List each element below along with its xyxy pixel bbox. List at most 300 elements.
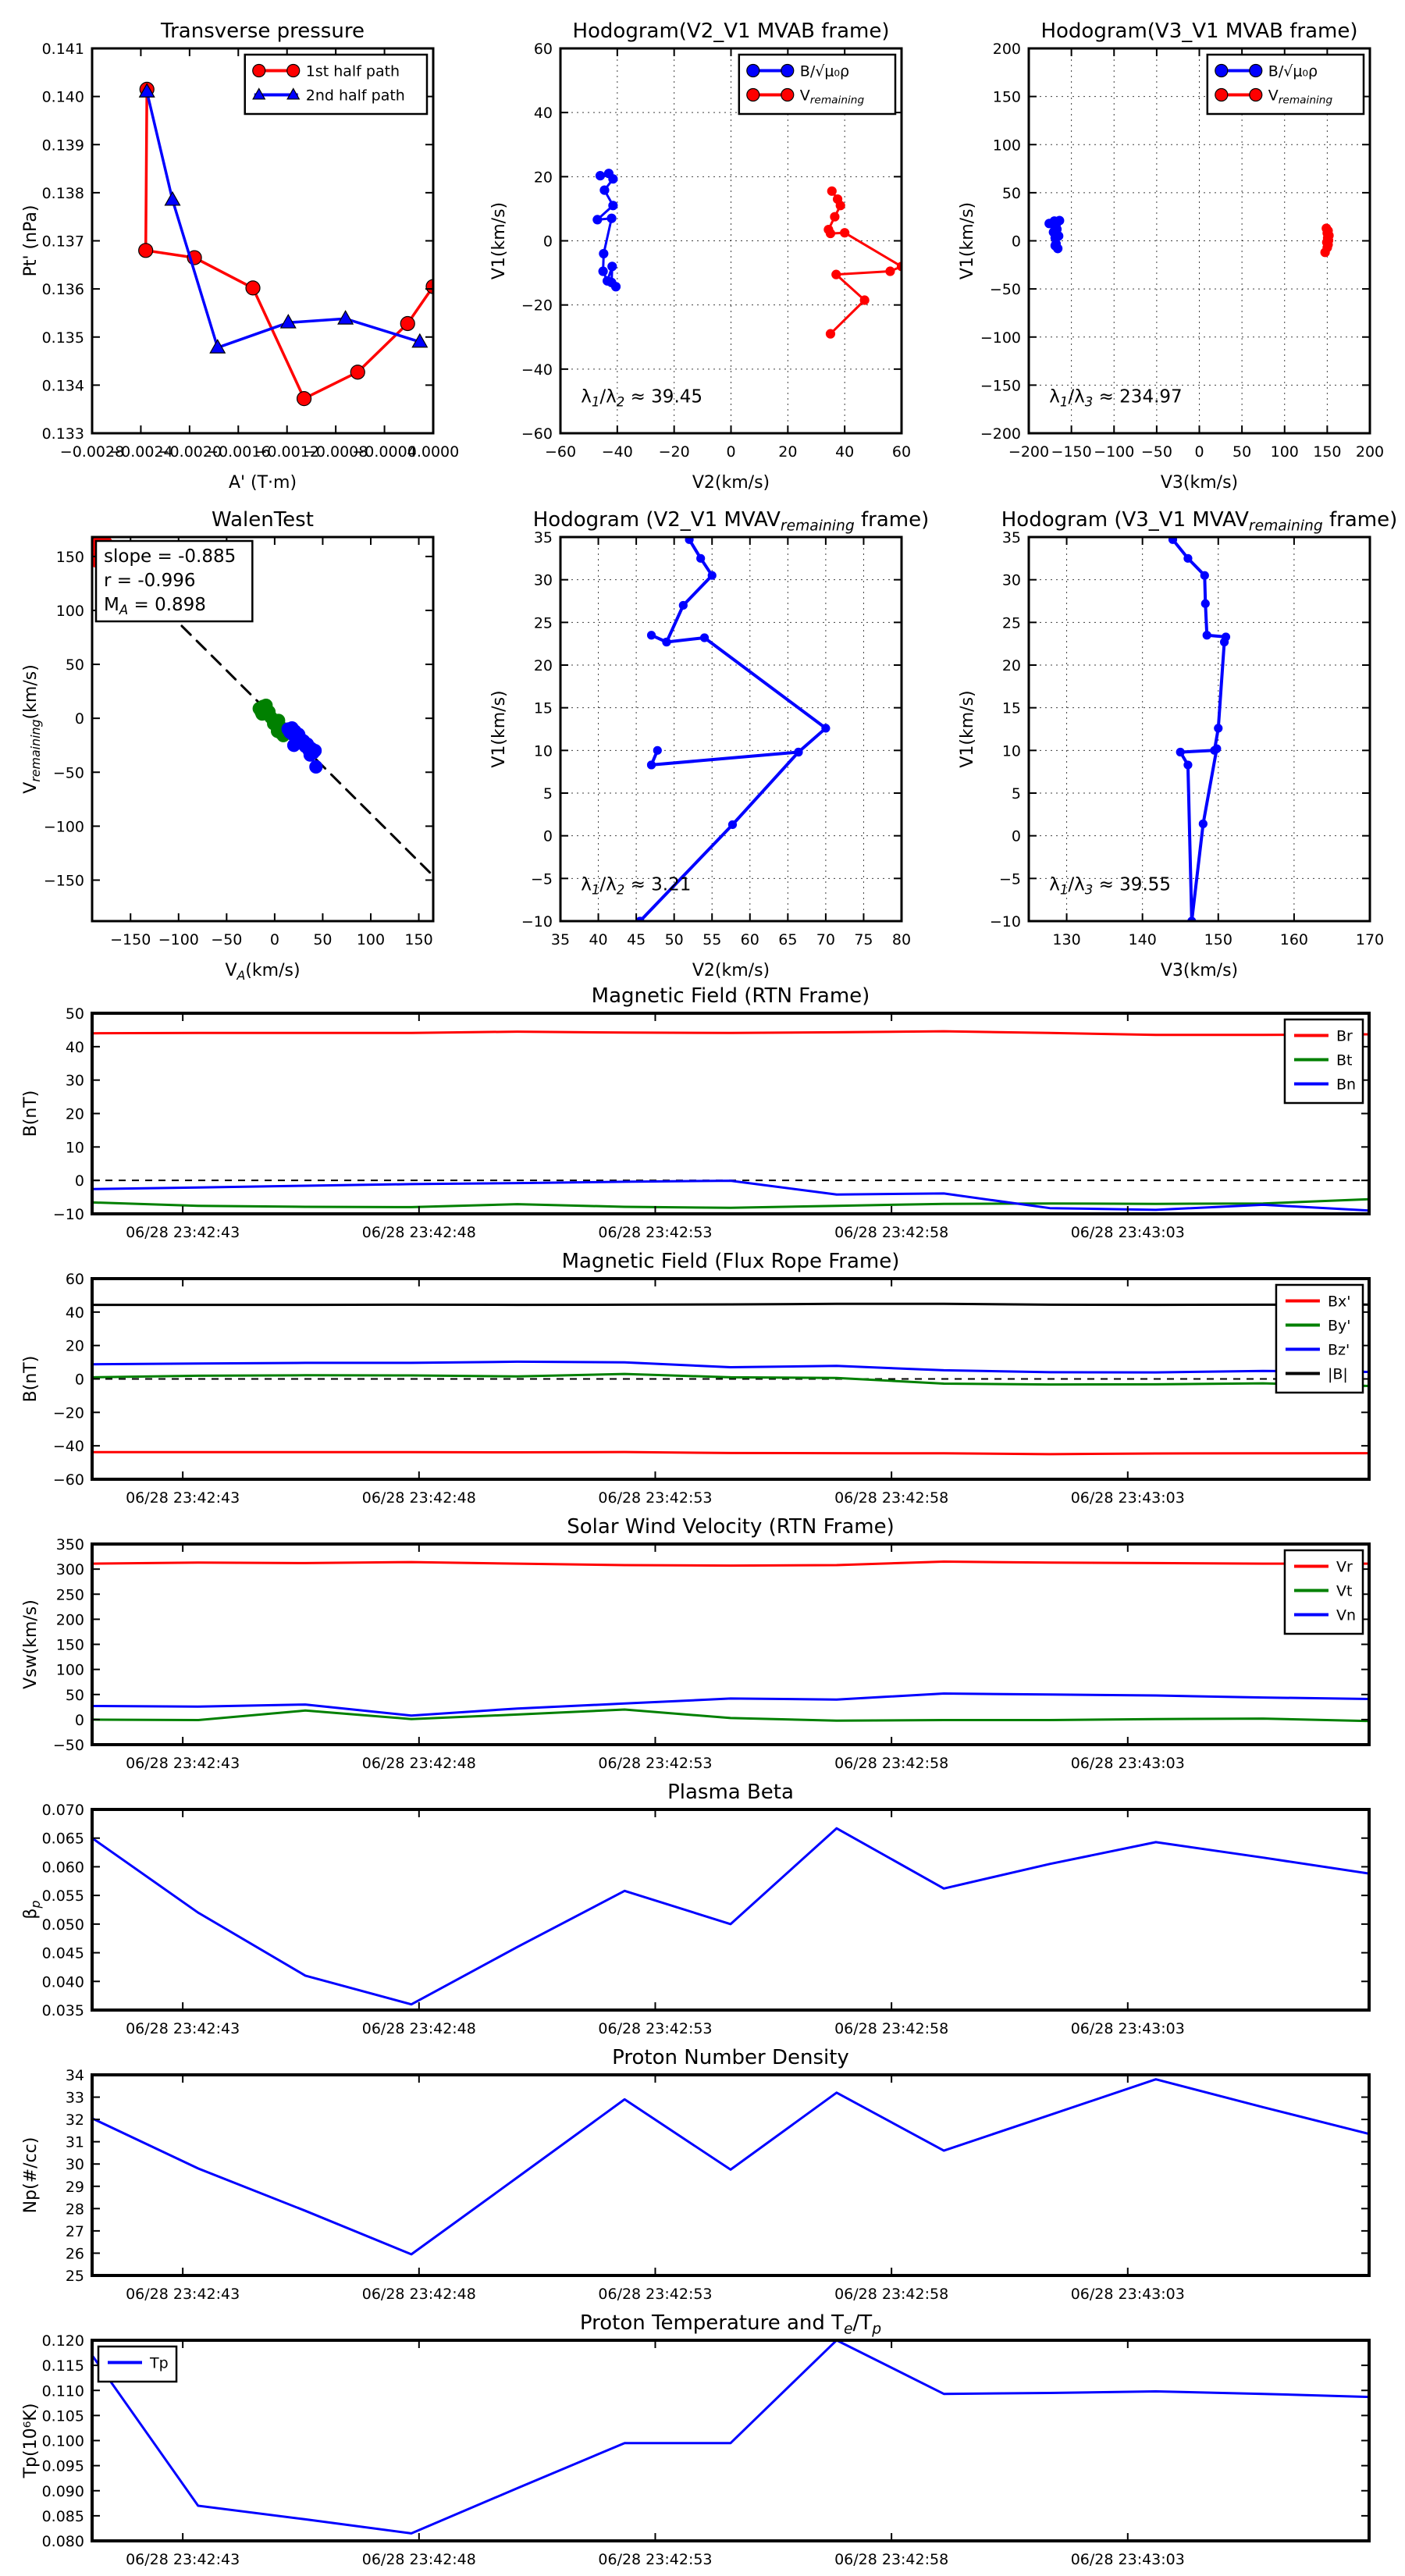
axes-frame bbox=[560, 537, 902, 921]
markers-v-remaining-path bbox=[636, 535, 830, 925]
data-point bbox=[608, 262, 617, 271]
y-tick-label: −200 bbox=[980, 425, 1021, 443]
y-tick-label: −10 bbox=[521, 913, 553, 930]
data-point bbox=[701, 634, 709, 642]
series-group bbox=[92, 1828, 1369, 2005]
legend-label: Bz' bbox=[1327, 1341, 1350, 1359]
chart-title: Hodogram (V3_V1 $MVAV_{remaining}$ frame) bbox=[1001, 508, 1398, 535]
x-tick-label: 06/28 23:42:48 bbox=[361, 1755, 476, 1772]
y-tick-label: 29 bbox=[65, 2178, 84, 2196]
axes-frame bbox=[92, 1544, 1369, 1745]
y-tick-label: 0.120 bbox=[41, 2332, 84, 2350]
x-tick-label: 45 bbox=[627, 931, 646, 948]
x-tick-label: 06/28 23:42:43 bbox=[126, 1489, 240, 1507]
y-tick-label: 0 bbox=[74, 1172, 84, 1190]
y-tick-label: 20 bbox=[65, 1337, 84, 1355]
chart-proton-number-density bbox=[21, 2046, 1369, 2303]
y-tick-label: 5 bbox=[1011, 785, 1021, 802]
data-point bbox=[886, 267, 895, 276]
x-tick-label: 150 bbox=[1204, 931, 1232, 948]
x-tick-label: 20 bbox=[778, 443, 798, 461]
axes-frame bbox=[92, 1809, 1369, 2010]
chart-title: Magnetic Field (Flux Rope Frame) bbox=[561, 1250, 900, 1273]
y-tick-label: −100 bbox=[980, 329, 1021, 347]
y-tick-label: 150 bbox=[992, 88, 1021, 106]
x-tick-label: 06/28 23:42:53 bbox=[598, 1755, 713, 1772]
chart-magnetic-field-rtn bbox=[21, 984, 1369, 1241]
y-tick-label: 0.138 bbox=[41, 184, 84, 202]
y-tick-label: 100 bbox=[992, 137, 1021, 155]
data-point bbox=[612, 283, 621, 291]
y-tick-label: 25 bbox=[1001, 614, 1021, 632]
data-point bbox=[708, 571, 716, 579]
y-tick-label: 0.115 bbox=[41, 2357, 84, 2375]
series-group bbox=[92, 1031, 1369, 1211]
data-point bbox=[653, 746, 661, 754]
y-tick-label: 0.085 bbox=[41, 2507, 84, 2525]
x-tick-label: 06/28 23:43:03 bbox=[1070, 1224, 1185, 1241]
data-point bbox=[297, 392, 311, 406]
x-tick-label: −40 bbox=[601, 443, 633, 461]
data-point bbox=[781, 89, 794, 101]
chart-title: Hodogram(V2_V1 MVAB frame) bbox=[572, 20, 890, 43]
x-axis-label: V2(km/s) bbox=[692, 961, 770, 980]
data-point bbox=[663, 638, 670, 646]
y-tick-label: −20 bbox=[521, 297, 553, 315]
markers-cluster-blue bbox=[282, 722, 322, 774]
x-tick-label: 06/28 23:42:43 bbox=[126, 2551, 240, 2568]
data-point bbox=[593, 215, 602, 224]
data-point bbox=[747, 65, 759, 77]
chart-title: Plasma Beta bbox=[667, 1781, 794, 1804]
x-tick-label: −50 bbox=[1140, 443, 1172, 461]
legend-label: Bt bbox=[1336, 1051, 1353, 1069]
chart-transverse-pressure bbox=[21, 20, 459, 493]
x-tick-label: −150 bbox=[110, 931, 151, 948]
data-point bbox=[1215, 89, 1228, 101]
y-axis-label: V1(km/s) bbox=[489, 690, 509, 768]
y-tick-label: −50 bbox=[52, 764, 84, 782]
x-tick-label: 0 bbox=[269, 931, 279, 948]
x-tick-label: 50 bbox=[1232, 443, 1252, 461]
x-axis-label: V3(km/s) bbox=[1160, 961, 1239, 980]
data-point bbox=[1321, 248, 1329, 257]
x-tick-label: 06/28 23:42:53 bbox=[598, 2286, 713, 2303]
y-tick-label: 250 bbox=[55, 1586, 84, 1604]
x-tick-label: 55 bbox=[702, 931, 722, 948]
y-tick-label: 30 bbox=[533, 571, 553, 589]
data-point bbox=[1199, 820, 1207, 827]
y-tick-label: 10 bbox=[533, 742, 553, 760]
y-axis-label: V1(km/s) bbox=[958, 201, 977, 280]
y-tick-label: 60 bbox=[65, 1271, 84, 1288]
y-tick-label: 0 bbox=[1011, 827, 1021, 845]
legend bbox=[1208, 55, 1364, 114]
stats-line: r = -0.996 bbox=[104, 571, 196, 591]
data-point bbox=[1184, 761, 1192, 769]
y-tick-label: −60 bbox=[521, 425, 553, 443]
y-tick-label: −50 bbox=[52, 1737, 84, 1754]
y-tick-label: −5 bbox=[530, 870, 553, 888]
y-tick-label: 35 bbox=[1001, 529, 1021, 546]
data-point bbox=[1250, 89, 1262, 101]
legend-label: $V_{remaining}$ bbox=[799, 87, 865, 107]
x-tick-label: 06/28 23:42:53 bbox=[598, 1224, 713, 1241]
chart-title: Magnetic Field (RTN Frame) bbox=[591, 984, 870, 1008]
y-axis-label: Tp(10⁶K) bbox=[21, 2403, 41, 2478]
y-tick-label: −60 bbox=[52, 1471, 84, 1489]
series-first-half-path bbox=[146, 89, 433, 398]
y-tick-label: 30 bbox=[65, 1072, 84, 1090]
x-axis-label: $V_A(km/s)$ bbox=[225, 961, 301, 983]
chart-proton-temperature bbox=[21, 2311, 1369, 2568]
legend-label: Vn bbox=[1336, 1606, 1357, 1624]
ticks bbox=[92, 1809, 1369, 2010]
x-tick-label: 40 bbox=[835, 443, 855, 461]
y-tick-label: 40 bbox=[533, 105, 553, 123]
x-tick-label: 0 bbox=[1194, 443, 1204, 461]
y-tick-label: 28 bbox=[65, 2201, 84, 2218]
chart-title: Proton Number Density bbox=[612, 2046, 849, 2069]
y-tick-label: 0.100 bbox=[41, 2432, 84, 2450]
series-Bt bbox=[92, 1199, 1369, 1208]
series-group bbox=[139, 82, 440, 405]
y-tick-label: 0.040 bbox=[41, 1973, 84, 1991]
data-point bbox=[165, 192, 180, 205]
series-Tp bbox=[92, 2340, 1369, 2533]
series-beta-p bbox=[92, 1828, 1369, 2005]
x-tick-label: 150 bbox=[1313, 443, 1342, 461]
data-point bbox=[1203, 632, 1211, 639]
series-Br bbox=[92, 1031, 1369, 1035]
axes-frame bbox=[92, 1013, 1369, 1214]
markers-first-half-path bbox=[139, 82, 440, 405]
x-tick-label: 60 bbox=[740, 931, 759, 948]
y-tick-label: −40 bbox=[521, 361, 553, 379]
ticks bbox=[92, 1013, 1369, 1214]
data-point bbox=[836, 201, 845, 210]
y-tick-label: 0.050 bbox=[41, 1916, 84, 1934]
data-point bbox=[827, 187, 836, 195]
y-tick-label: 0.105 bbox=[41, 2407, 84, 2425]
y-axis-label: B(nT) bbox=[21, 1090, 41, 1137]
y-tick-label: 20 bbox=[65, 1105, 84, 1123]
legend-label: $V_{remaining}$ bbox=[1268, 87, 1333, 107]
x-tick-label: −50 bbox=[211, 931, 243, 948]
legend bbox=[98, 2347, 176, 2382]
x-tick-label: 0 bbox=[726, 443, 736, 461]
series-Vt bbox=[92, 1710, 1369, 1721]
legend bbox=[1276, 1285, 1363, 1393]
markers-second-half-path bbox=[140, 84, 428, 353]
y-tick-label: 32 bbox=[65, 2112, 84, 2129]
y-tick-label: 200 bbox=[992, 41, 1021, 58]
data-point bbox=[1215, 724, 1222, 732]
axes-frame bbox=[92, 2075, 1369, 2275]
data-point bbox=[609, 175, 617, 183]
series-group bbox=[92, 2080, 1369, 2254]
y-tick-label: 0.070 bbox=[41, 1802, 84, 1819]
x-tick-label: 06/28 23:42:43 bbox=[126, 2286, 240, 2303]
y-tick-label: 0.141 bbox=[41, 41, 84, 58]
x-tick-label: 06/28 23:42:58 bbox=[834, 1755, 949, 1772]
y-tick-label: 20 bbox=[533, 169, 553, 187]
legend-label: B/√μ₀ρ bbox=[799, 62, 850, 80]
y-tick-label: 10 bbox=[65, 1139, 84, 1157]
lambda-ratio-annotation: $\lambda_1/\lambda_3 \approx 39.55$ bbox=[1049, 874, 1172, 898]
x-tick-label: 06/28 23:42:53 bbox=[598, 2020, 713, 2037]
legend bbox=[1285, 1550, 1363, 1634]
y-tick-label: 0.035 bbox=[41, 2002, 84, 2019]
chart-title: WalenTest bbox=[212, 508, 314, 532]
legend-label: By' bbox=[1327, 1317, 1351, 1335]
legend-label: 1st half path bbox=[305, 62, 400, 80]
x-tick-label: −0.0012 bbox=[254, 443, 319, 461]
x-tick-label: 70 bbox=[816, 931, 835, 948]
data-point bbox=[400, 316, 414, 330]
x-tick-label: 06/28 23:42:58 bbox=[834, 2286, 949, 2303]
data-point bbox=[139, 244, 153, 258]
y-tick-label: −40 bbox=[52, 1438, 84, 1456]
data-point bbox=[822, 724, 830, 732]
x-tick-label: −0.0028 bbox=[59, 443, 125, 461]
chart-magnetic-field-flux-rope bbox=[21, 1250, 1369, 1507]
markers-b-over-sqrt-mu0rho bbox=[593, 169, 621, 291]
legend-label: Br bbox=[1336, 1027, 1353, 1045]
y-axis-label: $\beta_p$ bbox=[21, 1900, 43, 1920]
x-axis-label: V2(km/s) bbox=[692, 473, 770, 493]
y-tick-label: 35 bbox=[533, 529, 553, 546]
y-tick-label: 0.136 bbox=[41, 281, 84, 299]
data-point bbox=[1050, 217, 1058, 226]
x-tick-label: 06/28 23:42:58 bbox=[834, 2551, 949, 2568]
y-tick-label: 20 bbox=[533, 657, 553, 674]
y-axis-label: Vsw(km/s) bbox=[21, 1599, 41, 1689]
data-point bbox=[831, 212, 839, 221]
y-tick-label: 0 bbox=[74, 1711, 84, 1729]
data-point bbox=[1221, 638, 1229, 646]
x-tick-label: 06/28 23:42:48 bbox=[361, 1489, 476, 1507]
chart-plasma-beta bbox=[21, 1781, 1369, 2037]
x-tick-label: 140 bbox=[1128, 931, 1157, 948]
x-tick-label: 75 bbox=[854, 931, 873, 948]
legend bbox=[1285, 1019, 1363, 1103]
x-tick-label: 06/28 23:42:43 bbox=[126, 1224, 240, 1241]
data-point bbox=[832, 270, 841, 279]
series-Np bbox=[92, 2080, 1369, 2254]
axes-frame bbox=[92, 2340, 1369, 2541]
series-group bbox=[92, 1562, 1369, 1721]
y-tick-label: 150 bbox=[55, 548, 84, 566]
data-point bbox=[841, 229, 849, 237]
x-tick-label: 06/28 23:42:43 bbox=[126, 2020, 240, 2037]
chart-solar-wind-velocity-rtn bbox=[21, 1515, 1369, 1772]
data-point bbox=[609, 201, 617, 210]
legend-label: Bn bbox=[1336, 1076, 1357, 1094]
y-axis-label: $V_{remaining}(km/s)$ bbox=[21, 664, 43, 794]
x-tick-label: 06/28 23:43:03 bbox=[1070, 2020, 1185, 2037]
series-group bbox=[1169, 535, 1230, 925]
data-point bbox=[1176, 749, 1184, 756]
y-tick-label: 300 bbox=[55, 1561, 84, 1579]
y-tick-label: 0.137 bbox=[41, 233, 84, 251]
y-tick-label: 100 bbox=[55, 1661, 84, 1679]
y-tick-label: 0.139 bbox=[41, 137, 84, 155]
x-tick-label: −0.0004 bbox=[352, 443, 417, 461]
y-axis-label: V1(km/s) bbox=[489, 201, 509, 280]
legend-label: 2nd half path bbox=[305, 87, 405, 105]
ticks bbox=[92, 2340, 1369, 2541]
x-tick-label: 40 bbox=[589, 931, 608, 948]
y-tick-label: 27 bbox=[65, 2222, 84, 2240]
chart-title: Proton Temperature and $T_e/T_p$ bbox=[579, 2311, 882, 2338]
x-tick-label: 50 bbox=[313, 931, 333, 948]
y-tick-label: 100 bbox=[55, 602, 84, 620]
grid bbox=[560, 537, 902, 921]
y-tick-label: −10 bbox=[52, 1206, 84, 1223]
x-tick-label: 06/28 23:42:48 bbox=[361, 2286, 476, 2303]
y-tick-label: −150 bbox=[980, 377, 1021, 395]
y-tick-label: 50 bbox=[65, 1686, 84, 1704]
markers-b-over-sqrt-mu0rho bbox=[1045, 216, 1064, 253]
data-point bbox=[747, 89, 759, 101]
legend-label: Bx' bbox=[1327, 1293, 1351, 1311]
x-tick-label: −0.0024 bbox=[108, 443, 173, 461]
y-tick-label: 20 bbox=[1001, 657, 1021, 674]
y-tick-label: 15 bbox=[533, 699, 553, 717]
x-tick-label: 06/28 23:42:43 bbox=[126, 1755, 240, 1772]
series-v-remaining-path bbox=[640, 539, 826, 921]
chart-walen-test bbox=[21, 508, 433, 983]
y-tick-label: 0.080 bbox=[41, 2533, 84, 2550]
data-point bbox=[253, 65, 265, 77]
x-tick-label: 06/28 23:43:03 bbox=[1070, 1755, 1185, 1772]
x-tick-label: 06/28 23:43:03 bbox=[1070, 2286, 1185, 2303]
series-Bx-prime bbox=[92, 1452, 1369, 1454]
y-tick-label: 150 bbox=[55, 1636, 84, 1654]
y-tick-label: 30 bbox=[65, 2156, 84, 2174]
data-point bbox=[304, 749, 316, 761]
y-tick-label: 0.045 bbox=[41, 1944, 84, 1962]
y-tick-label: 60 bbox=[533, 41, 553, 58]
chart-title: Hodogram(V3_V1 MVAB frame) bbox=[1040, 20, 1358, 43]
x-tick-label: 06/28 23:43:03 bbox=[1070, 2551, 1185, 2568]
legend-label: |B| bbox=[1327, 1365, 1348, 1383]
data-point bbox=[607, 214, 616, 222]
data-point bbox=[1250, 65, 1262, 77]
x-tick-label: 06/28 23:42:53 bbox=[598, 2551, 713, 2568]
y-tick-label: 0.060 bbox=[41, 1859, 84, 1877]
data-point bbox=[1201, 600, 1209, 607]
y-tick-label: 0.095 bbox=[41, 2457, 84, 2475]
series-By-prime bbox=[92, 1374, 1369, 1386]
x-tick-label: −20 bbox=[658, 443, 690, 461]
ticks bbox=[560, 537, 902, 921]
x-tick-label: −0.0008 bbox=[303, 443, 368, 461]
series-group bbox=[1045, 216, 1333, 257]
x-tick-label: 06/28 23:43:03 bbox=[1070, 1489, 1185, 1507]
series-group bbox=[92, 2340, 1369, 2533]
y-tick-label: 40 bbox=[65, 1038, 84, 1056]
legend bbox=[739, 55, 895, 114]
data-point bbox=[287, 65, 300, 77]
x-tick-label: 06/28 23:42:53 bbox=[598, 1489, 713, 1507]
y-tick-label: 0.133 bbox=[41, 425, 84, 443]
data-point bbox=[268, 717, 280, 730]
y-tick-label: 50 bbox=[1001, 184, 1021, 202]
x-tick-label: 130 bbox=[1052, 931, 1081, 948]
y-tick-label: −20 bbox=[52, 1404, 84, 1422]
x-tick-label: 06/28 23:42:48 bbox=[361, 1224, 476, 1241]
chart-title: Solar Wind Velocity (RTN Frame) bbox=[567, 1515, 895, 1539]
y-tick-label: −50 bbox=[989, 281, 1021, 299]
y-tick-label: 30 bbox=[1001, 571, 1021, 589]
data-point bbox=[679, 601, 687, 609]
y-tick-label: 0.135 bbox=[41, 329, 84, 347]
y-tick-label: 0.090 bbox=[41, 2482, 84, 2500]
stats-line: slope = -0.885 bbox=[104, 546, 237, 567]
data-point bbox=[288, 739, 301, 752]
y-tick-label: 0 bbox=[1011, 233, 1021, 251]
stats-line: $M_A = 0.898$ bbox=[104, 595, 206, 618]
series-group bbox=[593, 169, 906, 338]
lambda-ratio-annotation: $\lambda_1/\lambda_3 \approx 234.97$ bbox=[1049, 386, 1183, 410]
x-tick-label: 160 bbox=[1279, 931, 1309, 948]
data-point bbox=[1051, 241, 1059, 250]
x-tick-label: −100 bbox=[158, 931, 199, 948]
y-tick-label: 0.110 bbox=[41, 2382, 84, 2400]
y-tick-label: 40 bbox=[65, 1304, 84, 1322]
y-tick-label: 0 bbox=[542, 233, 553, 251]
y-tick-label: 50 bbox=[65, 656, 84, 674]
y-tick-label: 34 bbox=[65, 2067, 84, 2084]
x-tick-label: 170 bbox=[1355, 931, 1385, 948]
y-tick-label: 50 bbox=[65, 1005, 84, 1023]
data-point bbox=[648, 632, 656, 639]
chart-hodogram-v3v1-mvab bbox=[958, 20, 1384, 493]
y-tick-label: 0.055 bbox=[41, 1888, 84, 1905]
y-tick-label: 26 bbox=[65, 2245, 84, 2263]
data-point bbox=[350, 365, 365, 379]
x-tick-label: 0.0000 bbox=[407, 443, 460, 461]
data-point bbox=[1215, 65, 1228, 77]
y-tick-label: 0 bbox=[542, 827, 553, 845]
data-point bbox=[1213, 745, 1221, 753]
y-tick-label: 10 bbox=[1001, 742, 1021, 760]
y-tick-label: 0.134 bbox=[41, 377, 84, 395]
y-tick-label: 15 bbox=[1001, 699, 1021, 717]
series-Vr bbox=[92, 1562, 1369, 1566]
x-tick-label: 200 bbox=[1355, 443, 1385, 461]
x-tick-label: 65 bbox=[778, 931, 798, 948]
ticks bbox=[92, 1544, 1369, 1745]
series-group bbox=[636, 535, 830, 925]
data-point bbox=[728, 820, 736, 828]
y-tick-label: 5 bbox=[542, 785, 553, 802]
chart-title: Hodogram (V2_V1 $MVAV_{remaining}$ frame) bbox=[532, 508, 930, 535]
legend-label: Vr bbox=[1336, 1558, 1353, 1576]
y-axis-label: V1(km/s) bbox=[958, 690, 977, 768]
x-tick-label: 06/28 23:42:48 bbox=[361, 2020, 476, 2037]
data-point bbox=[648, 761, 656, 769]
data-point bbox=[1200, 571, 1208, 579]
x-axis-label: A' (T·m) bbox=[228, 473, 297, 493]
data-point bbox=[310, 760, 322, 773]
y-tick-label: 31 bbox=[65, 2133, 84, 2151]
data-point bbox=[781, 65, 794, 77]
x-tick-label: −0.0016 bbox=[206, 443, 271, 461]
legend bbox=[245, 55, 427, 114]
